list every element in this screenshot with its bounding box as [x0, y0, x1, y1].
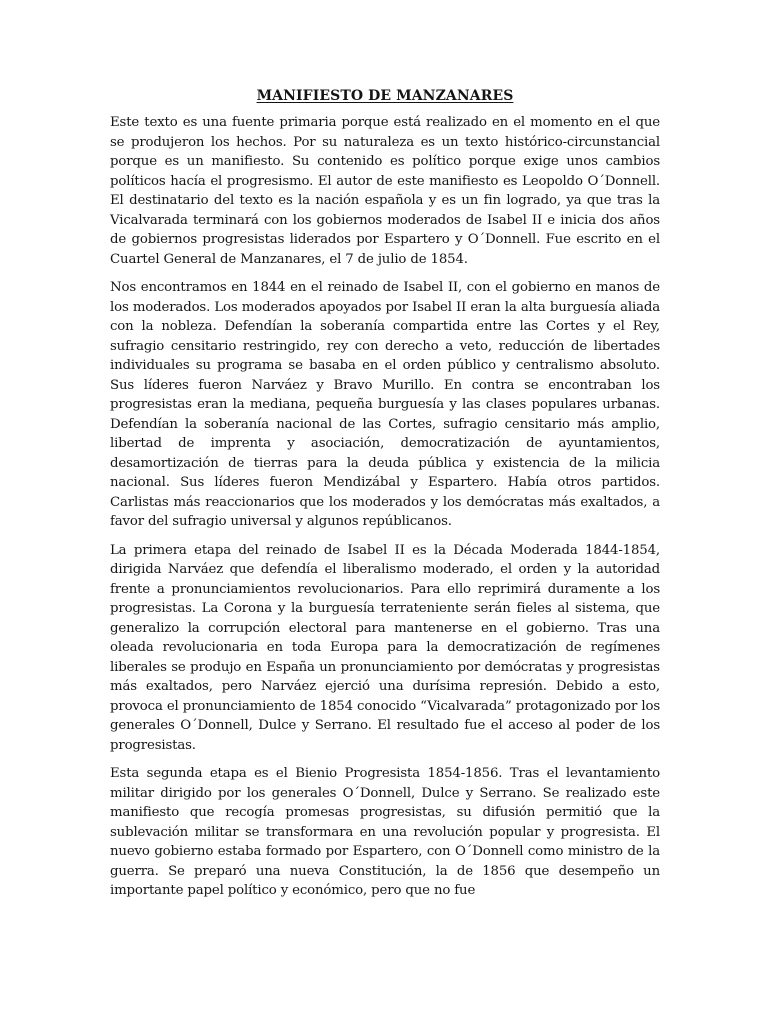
paragraph-progressive-biennium: Esta segunda etapa es el Bienio Progresista 1854-1856. Tras el levantamiento militar dirigido por los generales O´Donnell, Dulce y Serrano. Se realizado este manifiesto que recogía promesas progresistas, su difusión permitió que la sublevación militar se transformara en una revolución popular y progresista. El nuevo gobierno estaba formado por Espartero, con O´Donnell como ministro de la guerra. Se preparó una nueva Constitución, la de 1856 que desempeño un importante papel político y económico, pero que no fue: [110, 766, 660, 898]
paragraph-moderate-decade: La primera etapa del reinado de Isabel II es la Década Moderada 1844-1854, dirigida Narváez que defendía el liberalismo moderado, el orden y la autoridad frente a pronunciamientos revolucionarios. Para ello reprimirá duramente a los progresistas. La Corona y la burguesía terrateniente serán fieles al sistema, que generalizo la corrupción electoral para mantenerse en el gobierno. Tras una oleada revolucionaria en toda Europa para la democratización de regímenes liberales se produjo en España un pronunciamiento por demócratas y progresistas más exaltados, pero Narváez ejerció una durísima represión. Debido a esto, provoca el pronunciamiento de 1854 conocido “Vicalvarada” protagonizado por los generales O´Donnell, Dulce y Serrano. El resultado fue el acceso al poder de los progresistas.: [110, 542, 660, 753]
paragraph-historical-context: Nos encontramos en 1844 en el reinado de Isabel II, con el gobierno en manos de los moderados. Los moderados apoyados por Isabel II eran la alta burguesía aliada con la nobleza. Defendían la soberanía compartida entre las Cortes y el Rey, sufragio censitario restringido, rey con derecho a veto, reducción de libertades individuales su programa se basaba en el orden público y centralismo absoluto. Sus líderes fueron Narváez y Bravo Murillo. En contra se encontraban los progresistas eran la mediana, pequeña burguesía y las clases populares urbanas. Defendían la soberanía nacional de las Cortes, sufragio censitario más amplio, libertad de imprenta y asociación, democratización de ayuntamientos, desamortización de tierras para la deuda pública y existencia de la milicia nacional. Sus líderes fueron Mendizábal y Espartero. Había otros partidos. Carlistas más reaccionarios que los moderados y los demócratas más exaltados, a favor del sufragio universal y algunos repúblicanos.: [110, 280, 660, 529]
paragraph-source-analysis: Este texto es una fuente primaria porque está realizado en el momento en el que se produjeron los hechos. Por su naturaleza es un texto histórico-circunstancial porque es un manifiesto. Su contenido es político porque exige unos cambios políticos hacía el progresismo. El autor de este manifiesto es Leopoldo O´Donnell. El destinatario del texto es la nación española y es un fin logrado, ya que tras la Vicalvarada terminará con los gobiernos moderados de Isabel II e inicia dos años de gobiernos progresistas liderados por Espartero y O´Donnell. Fue escrito en el Cuartel General de Manzanares, el 7 de julio de 1854.: [110, 115, 660, 267]
document-title: MANIFIESTO DE MANZANARES: [256, 88, 514, 104]
